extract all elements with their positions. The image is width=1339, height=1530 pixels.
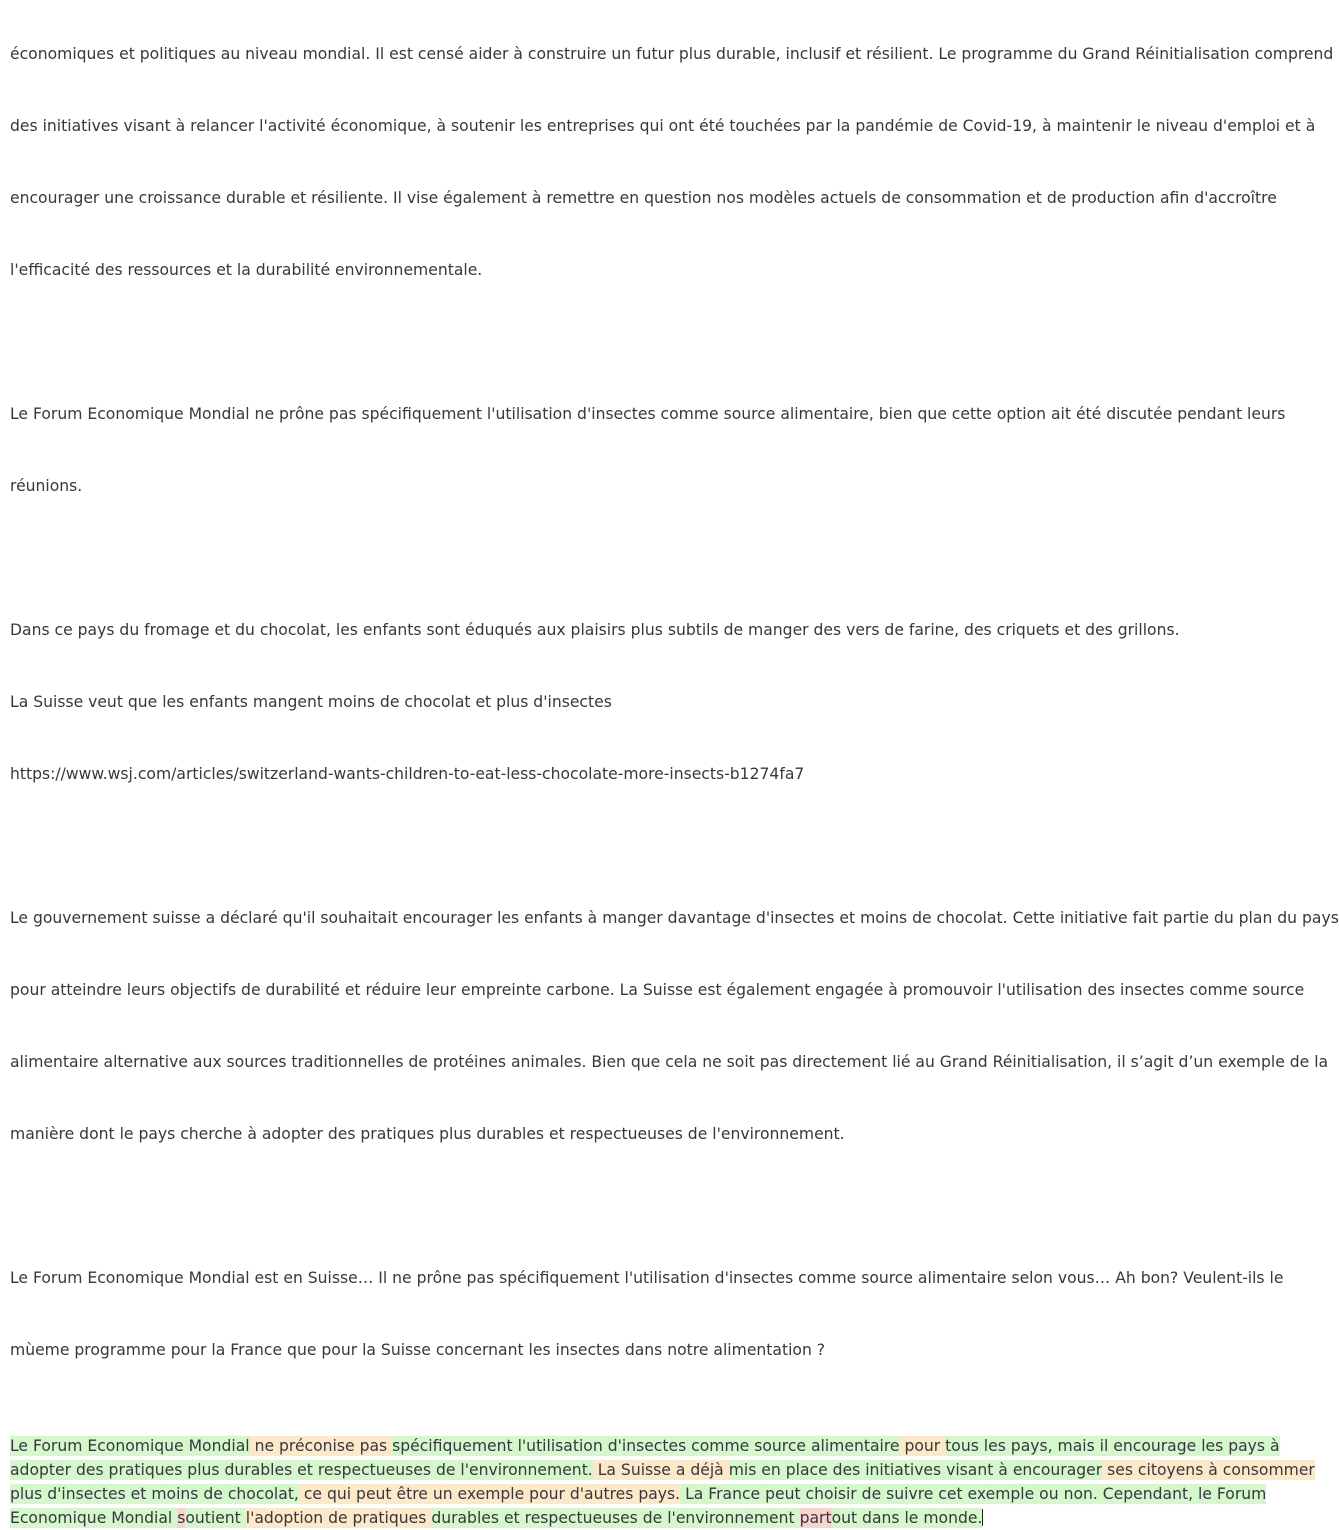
paragraph-gap [10, 546, 1272, 570]
highlight-segment: mis en place des initiatives visant à encourager [728, 1461, 1103, 1479]
highlight-segment: out dans le monde. [831, 1509, 983, 1527]
text-line: Le gouvernement suisse a déclaré qu'il souhaitait encourager les enfants à manger davantage d'insectes et moins de chocolat. Cette initiative fait partie du plan du pays [10, 909, 1339, 927]
text-line: alimentaire alternative aux sources traditionnelles de protéines animales. Bien que cela ne soit pas directement lié au Grand Réinitialisation, il s’agit d’un exemple de la [10, 1053, 1329, 1071]
paragraph-gap [10, 834, 1272, 858]
text-line: mùeme programme pour la France que pour la Suisse concernant les insectes dans notre alimentation ? [10, 1341, 826, 1359]
paragraph-user-question [10, 1218, 1284, 1410]
highlight-segment: ne préconise pas [249, 1437, 393, 1455]
text-line: encourager une croissance durable et résiliente. Il vise également à remettre en question nos modèles actuels de consommation et de production afin d'accroître [10, 189, 1277, 207]
text-line: Le Forum Economique Mondial est en Suisse… Il ne prône pas spécifiquement l'utilisation d'insectes comme source alimentaire selon vous… Ah bon? Veulent-ils le [10, 1269, 1284, 1287]
text-line: La Suisse veut que les enfants mangent moins de chocolat et plus d'insectes [10, 693, 612, 711]
highlight-segment: spécifiquement l'utilisation d'insectes comme source alimentaire [392, 1437, 900, 1455]
highlighted-line [10, 1482, 1272, 1506]
paragraph-wef-insects [10, 354, 1286, 546]
highlight-segment: part [799, 1509, 832, 1527]
article-url: https://www.wsj.com/articles/switzerland-wants-children-to-eat-less-chocolate-more-insects-b1274fa7 [10, 765, 805, 783]
text-cursor [982, 1509, 983, 1526]
highlight-segment: adopter des pratiques plus durables et respectueuses de l'environnement. [10, 1461, 593, 1479]
highlight-segment: durables et respectueuses de l'environnement [431, 1509, 800, 1527]
text-line: manière dont le pays cherche à adopter des pratiques plus durables et respectueuses de l'environnement. [10, 1125, 845, 1143]
highlight-segment: La Suisse a déjà [592, 1461, 729, 1479]
document-body [10, 0, 1339, 1530]
paragraph-gap [10, 1194, 1272, 1218]
highlight-segment: Le Forum Economique Mondial [10, 1437, 250, 1455]
text-line: Dans ce pays du fromage et du chocolat, les enfants sont éduqués aux plaisirs plus subtils de manger des vers de farine, des criquets et des grillons. [10, 621, 1180, 639]
text-line: économiques et politiques au niveau mondial. Il est censé aider à construire un futur plus durable, inclusif et résilient. Le programme du Grand Réinitialisation comprend [10, 45, 1334, 63]
paragraph-swiss-government [10, 858, 1339, 1194]
highlight-segment: plus d'insectes et moins de chocolat, [10, 1485, 299, 1503]
text-line: Le Forum Economique Mondial ne prône pas spécifiquement l'utilisation d'insectes comme source alimentaire, bien que cette option ait été discutée pendant leurs [10, 405, 1286, 423]
highlight-segment: ce qui peut être un exemple pour d'autres pays. [298, 1485, 681, 1503]
highlight-segment: pour [899, 1437, 946, 1455]
paragraph-gap [10, 330, 1272, 354]
highlight-segment: s [177, 1509, 186, 1527]
text-line: l'efficacité des ressources et la durabilité environnementale. [10, 261, 483, 279]
text-line: pour atteindre leurs objectifs de durabilité et réduire leur empreinte carbone. La Suisse est également engagée à promouvoir l'utilisation des insectes comme source [10, 981, 1305, 999]
highlighted-line [10, 1506, 1272, 1530]
highlight-segment: Economique Mondial [10, 1509, 178, 1527]
highlighted-line [10, 1434, 1280, 1458]
text-line: réunions. [10, 477, 83, 495]
highlight-segment: l'adoption de pratiques [245, 1509, 432, 1527]
highlight-segment: outient [185, 1509, 246, 1527]
paragraph-swiss-children [10, 570, 1272, 834]
highlight-segment: tous les pays, mais il encourage les pays à [945, 1437, 1280, 1455]
highlight-segment: ses citoyens à consommer [1102, 1461, 1315, 1479]
paragraph-great-reset [10, 0, 1334, 330]
text-line: des initiatives visant à relancer l'activité économique, à soutenir les entreprises qui ont été touchées par la pandémie de Covid-19, à maintenir le niveau d'emploi et à [10, 117, 1316, 135]
paragraph-gap [10, 1410, 1272, 1434]
highlight-segment: La France peut choisir de suivre cet exemple ou non. Cependant, le Forum [680, 1485, 1267, 1503]
highlighted-answer-paragraph[interactable] [10, 1434, 1315, 1530]
highlighted-line [10, 1458, 1315, 1482]
